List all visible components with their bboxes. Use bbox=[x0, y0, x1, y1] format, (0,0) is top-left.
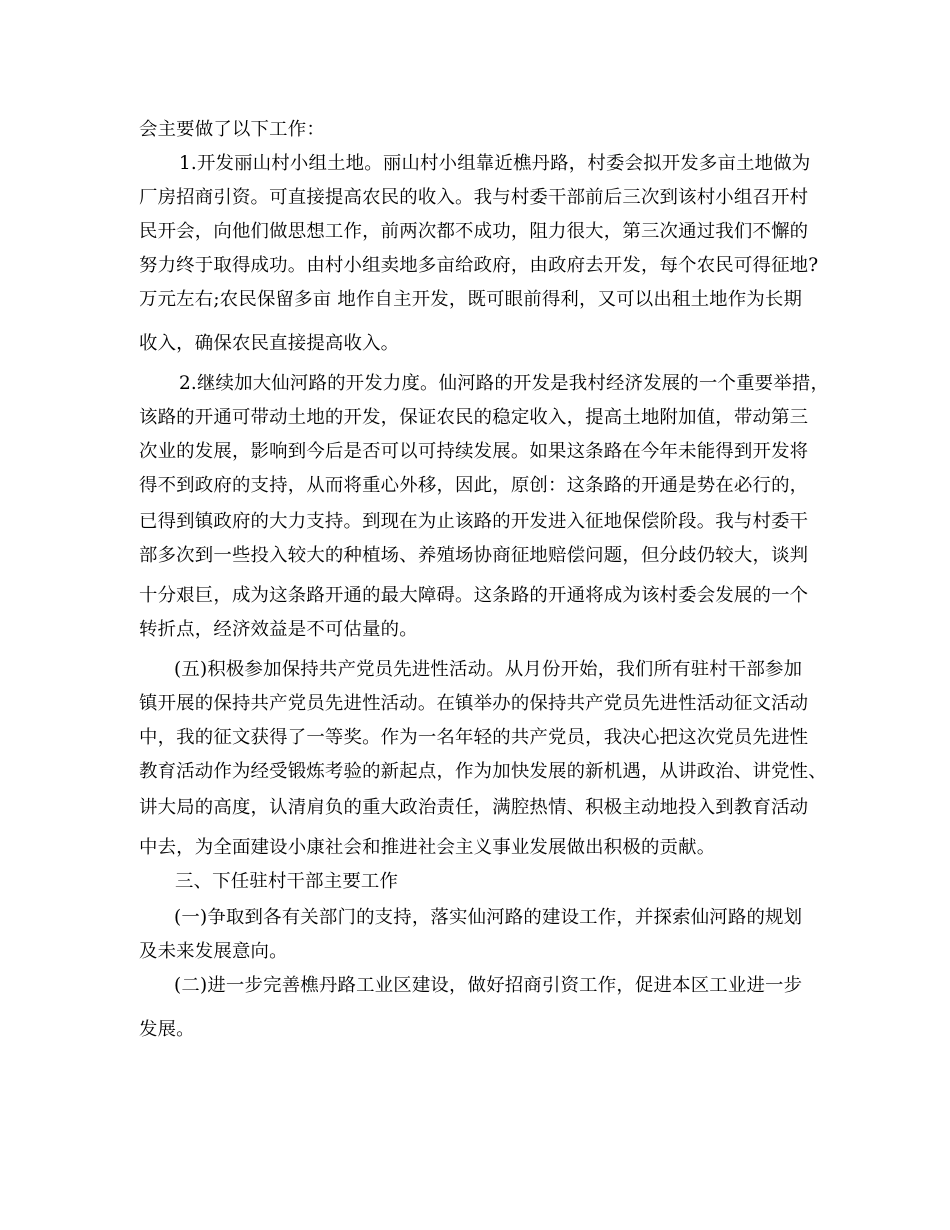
text-line: 发展。 bbox=[139, 1019, 195, 1040]
text-line: 收入，确保农民直接提高收入。 bbox=[139, 333, 400, 354]
text-line: (二)进一步完善樵丹路工业区建设，做好招商引资工作，促进本区工业进一步 bbox=[174, 975, 803, 996]
text-line: 该路的开通可带动土地的开发，保证农民的稳定收入，提高土地附加值，带动第三 bbox=[139, 407, 809, 428]
text-line: (一)争取到各有关部门的支持，落实仙河路的建设工作，并探索仙河路的规划 bbox=[174, 907, 803, 928]
text-line: 民开会，向他们做思想工作，前两次都不成功，阻力很大，第三次通过我们不懈的 bbox=[139, 221, 809, 242]
text-line: (五)积极参加保持共产党员先进性活动。从月份开始，我们所有驻村干部参加 bbox=[174, 659, 803, 680]
text-line: 镇开展的保持共产党员先进性活动。在镇举办的保持共产党员先进性活动征文活动 bbox=[139, 693, 809, 714]
text-line: 2.继续加大仙河路的开发力度。仙河路的开发是我村经济发展的一个重要举措， bbox=[179, 373, 830, 394]
text-line: 及未来发展意向。 bbox=[139, 941, 288, 962]
text-line: 十分艰巨，成为这条路开通的最大障碍。这条路的开通将成为该村委会发展的一个 bbox=[139, 585, 809, 606]
text-line: 努力终于取得成功。由村小组卖地多亩给政府，由政府去开发，每个农民可得征地? bbox=[139, 255, 819, 276]
text-line: 中去，为全面建设小康社会和推进社会主义事业发展做出积极的贡献。 bbox=[139, 837, 716, 858]
text-line: 得不到政府的支持，从而将重心外移，因此，原创：这条路的开通是势在必行的， bbox=[139, 475, 809, 496]
text-line: 部多次到一些投入较大的种植场、养殖场协商征地赔偿问题，但分歧仍较大，谈判 bbox=[139, 545, 809, 566]
text-line: 会主要做了以下工作： bbox=[139, 119, 325, 140]
text-line: 转折点，经济效益是不可估量的。 bbox=[139, 619, 418, 640]
text-line: 讲大局的高度，认清肩负的重大政治责任，满腔热情、积极主动地投入到教育活动 bbox=[139, 797, 809, 818]
text-line: 万元左右;农民保留多亩 地作自主开发，既可眼前得利，又可以出租土地作为长期 bbox=[139, 289, 803, 310]
text-line: 中，我的征文获得了一等奖。作为一名年轻的共产党员，我决心把这次党员先进性 bbox=[139, 727, 809, 748]
text-line: 已得到镇政府的大力支持。到现在为止该路的开发进入征地保偿阶段。我与村委干 bbox=[139, 511, 809, 532]
section-heading: 三、下任驻村干部主要工作 bbox=[175, 871, 399, 892]
text-line: 1.开发丽山村小组土地。丽山村小组靠近樵丹路，村委会拟开发多亩土地做为 bbox=[179, 153, 811, 174]
text-line: 教育活动作为经受锻炼考验的新起点，作为加快发展的新机遇，从讲政治、讲党性、 bbox=[139, 761, 827, 782]
text-line: 厂房招商引资。可直接提高农民的收入。我与村委干部前后三次到该村小组召开村 bbox=[139, 187, 809, 208]
text-line: 次业的发展，影响到今后是否可以可持续发展。如果这条路在今年未能得到开发将 bbox=[139, 441, 809, 462]
